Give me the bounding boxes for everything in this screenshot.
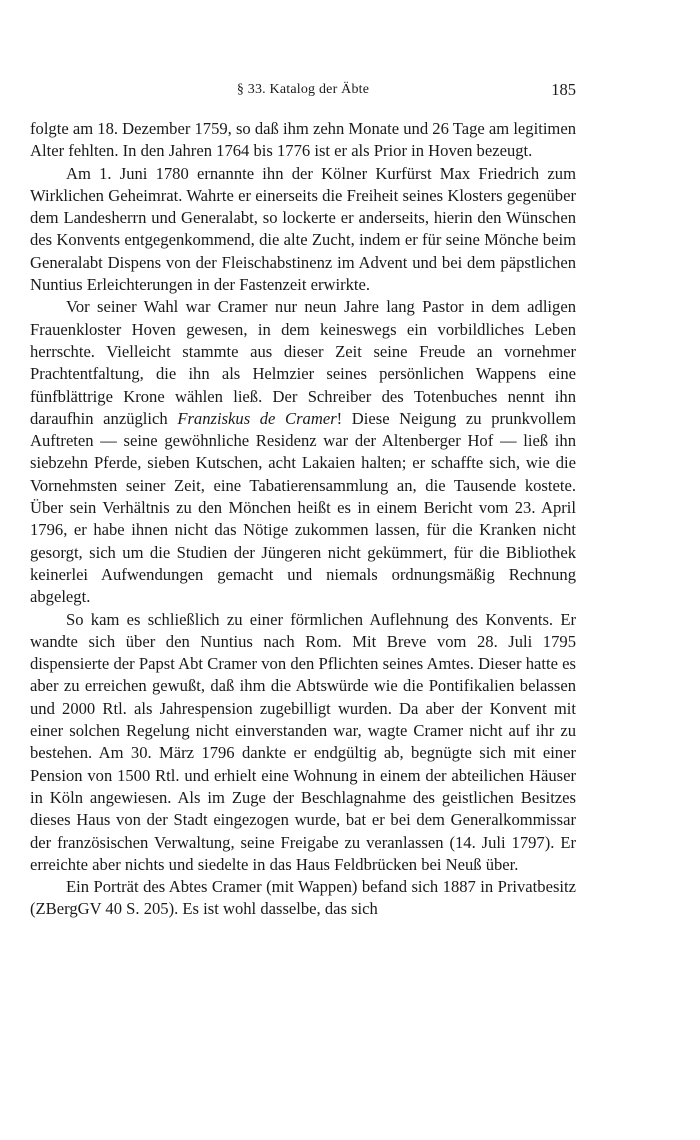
paragraph-2: Am 1. Juni 1780 ernannte ihn der Kölner Kurfürst Max Friedrich zum Wirklichen Geheimrat. Wahrte er einerseits die Freiheit seines Klosters gegenüber dem Landesherrn und Generalabt, so lockerte er anderseits, hierin den Wünschen des Konvents entgegenkommend, die alte Zucht, indem er für seine Mönche beim Generalabt Dispens von der Fleischabstinenz im Advent und bei dem päpstlichen Nuntius Erleichterungen in der Fastenzeit erwirkte. — [30, 163, 576, 295]
paragraph-3-text-after: ! Diese Neigung zu prunkvollem Auftreten — seine gewöhnliche Residenz war der Altenberger Hof — ließ ihn siebzehn Pferde, sieben Kutschen, acht Lakaien halten; er schaffte sich, wie die Vornehmsten seiner Zeit, eine Tabatierensammlung an, die Tausende kostete. Über sein Verhältnis zu den Mönchen heißt es in einem Bericht vom 23. April 1796, er habe ihnen nicht das Nötige zukommen lassen, für die Kranken nicht gesorgt, sich um die Studien der Jüngeren nicht gekümmert, für die Bibliothek keinerlei Aufwendungen gemacht und niemals ordnungsmäßig Rechnung abgelegt. — [30, 408, 577, 607]
paragraph-3 — [30, 296, 576, 608]
paragraph-1: folgte am 18. Dezember 1759, so daß ihm zehn Monate und 26 Tage am legitimen Alter fehlten. In den Jahren 1764 bis 1776 ist er als Prior in Hoven bezeugt. — [30, 119, 576, 161]
italic-name: Franziskus de Cramer — [177, 408, 337, 428]
body-text — [30, 118, 576, 921]
page-number: 185 — [551, 80, 576, 99]
paragraph-5: Ein Porträt des Abtes Cramer (mit Wappen) befand sich 1887 in Privatbesitz (ZBergGV 40 S. 205). Es ist wohl dasselbe, das sich — [30, 877, 576, 919]
paragraph-4: So kam es schließlich zu einer förmlichen Auflehnung des Konvents. Er wandte sich über den Nuntius nach Rom. Mit Breve vom 28. Juli 1795 dispensierte der Papst Abt Cramer von den Pflichten seines Amtes. Dieser hatte es aber zu erreichen gewußt, daß ihm die Abtswürde wie die Pontifikalien belassen und 2000 Rtl. als Jahrespension zugebilligt wurden. Da aber der Konvent mit einer solchen Regelung nicht einverstanden war, wagte Cramer nicht auf ihr zu bestehen. Am 30. März 1796 dankte er endgültig ab, begnügte sich mit einer Pension von 1500 Rtl. und erhielt eine Wohnung in einem der abteilichen Häuser in Köln angewiesen. Als im Zuge der Beschlagnahme des geistlichen Besitzes dieses Haus von der Stadt eingezogen wurde, bat er bei dem Generalkommissar der französischen Verwaltung, seine Freigabe zu veranlassen (14. Juli 1797). Er erreichte aber nichts und siedelte in das Haus Feldbrücken bei Neuß über. — [30, 609, 576, 874]
paragraph-3-text-before: Vor seiner Wahl war Cramer nur neun Jahre lang Pastor in dem adligen Frauenkloster Hoven gewesen, in dem keineswegs ein vorbildliches Leben herrschte. Vielleicht stammte aus dieser Zeit seine Freude an vornehmer Prachtentfaltung, die ihn als Helmzier seines persönlichen Wappens eine fünfblättrige Krone wählen ließ. Der Schreiber des Totenbuches nennt ihn daraufhin anzüglich — [30, 297, 576, 428]
running-title: § 33. Katalog der Äbte — [236, 82, 370, 97]
running-head — [30, 78, 576, 102]
